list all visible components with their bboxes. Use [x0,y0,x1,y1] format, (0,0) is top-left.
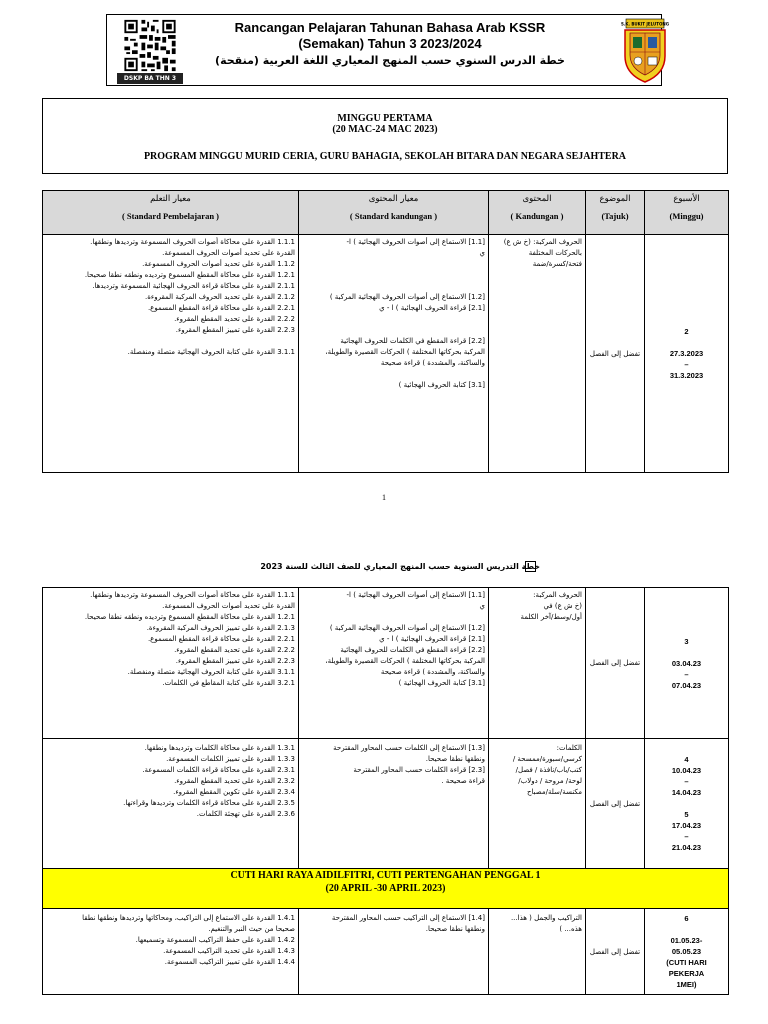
week-dates: (20 MAC-24 MAC 2023) [332,124,438,135]
title-arabic: خطة الدرس السنوي حسب المنهج المعياري اللغة العربية (منقحة) [215,54,565,67]
content-standard-cell: [1.4] الاستماع إلى التراكيب حسب المحاور المقترحة ونطقها نطقا صحيحا. [299,909,489,995]
learning-standard-cell: 1.4.1 القدرة على الاستماع إلى التراكيب، ومحاكاتها وترديدها ونطقها نطقا صحيحا من حيث النبر والتنغيم. 1.4.2 القدرة على حفظ التراكيب المسموعة وتسميعها. 1.4.3 القدرة على تحديد التراكيب المسموعة. 1.4.4 القدرة على تمييز التراكيب المسموعة. [43,909,299,995]
header-topic: الموضوع (Tajuk) [586,191,645,235]
table-row [43,588,729,739]
learning-standard-cell: 1.3.1 القدرة على محاكاة الكلمات وترديدها ونطقها. 1.3.3 القدرة على تمييز الكلمات المسموعة. 2.3.1 القدرة على محاكاة قراءة الكلمات المسموعة. 2.3.2 القدرة على تحديد المقطع المقروء. 2.3.4 القدرة على تكوين المقطع المقروء. 2.3.5 القدرة على محاكاة قراءة الكلمات وترديدها وقراءتها. 2.3.6 القدرة على تهجئة الكلمات. [43,739,299,869]
header-learning-standard: معيار التعلم ( Standard Pembelajaran ) [43,191,299,235]
title-line-1: Rancangan Pelajaran Tahunan Bahasa Arab KSSR [234,20,546,35]
learning-standard-cell: 1.1.1 القدرة على محاكاة أصوات الحروف المسموعة وترديدها ونطقها. القدرة على تحديد أصوات الحروف المسموعة. 1.1.2 القدرة على تحديد أصوات الحروف المسموعة. 1.2.1 القدرة على محاكاة المقطع المسموع وترديده ونطقه نطقا صحيحا. 2.1.1 القدرة على محاكاة قراءة الحروف الهجائية المسموعة وترديدها. 2.1.2 القدرة على تحديد الحروف المركبة المقروءة. 2.2.1 القدرة على محاكاة قراءة المقطع المسموع. 2.2.2 القدرة على تحديد المقطع المقروء. 2.2.3 القدرة على تمييز المقطع المقروء. 3.1.1 القدرة على كتابة الحروف الهجائية متصلة ومنفصلة. [43,235,299,473]
table-row [43,909,729,995]
qr-code-icon [121,18,179,73]
table-header-row [43,191,729,235]
title-line-2: (Semakan) Tahun 3 2023/2024 [298,36,482,51]
logo-text: S.K. BUKIT JELUTONG [620,21,670,27]
week-cell: 2 27.3.2023 – 31.3.2023 [645,235,729,473]
header-week: الأسبوع (Minggu) [645,191,729,235]
holiday-banner [43,869,729,909]
table-row [43,739,729,869]
document-title [190,20,590,52]
content-cell: التراكيب والجمل ( هذا... هذه... ) [489,909,586,995]
content-cell: الحروف المركبة: (خ ش ع) بالحركات المختلفة فتحة/كسرة/ضمة [489,235,586,473]
learning-standard-cell: 1.1.1 القدرة على محاكاة أصوات الحروف المسموعة وترديدها ونطقها. القدرة على تحديد أصوات الحروف المسموعة. 1.2.1 القدرة على محاكاة المقطع المسموع وترديده ونطقه نطقا صحيحا. 2.1.3 القدرة على تمييز الحروف المركبة المقروءة. 2.2.1 القدرة على محاكاة قراءة المقطع المسموع. 2.2.2 القدرة على تحديد المقطع المقروء. 2.2.3 القدرة على تمييز المقطع المقروء. 3.1.1 القدرة على كتابة الحروف الهجائية متصلة ومنفصلة. 3.2.1 القدرة على كتابة المقاطع في الكلمات. [43,588,299,739]
topic-cell: تفضل إلى الفصل [586,588,645,739]
week-program: PROGRAM MINGGU MURID CERIA, GURU BAHAGIA, SEKOLAH BITARA DAN NEGARA SEJAHTERA [143,151,627,162]
plan-table-2 [42,587,729,995]
header-content: المحتوى ( Kandungan ) [489,191,586,235]
holiday-title: CUTI HARI RAYA AIDILFITRI, CUTI PERTENGAHAN PENGGAL 1 [230,870,541,881]
content-cell: الكلمات: كرسي/سبورة/ممسحة / كتب/باب/نافذة / فصل/ لوحة/ مروحة / دولاب/ مكنسة/سلة/مصباح [489,739,586,869]
topic-cell: تفضل إلى الفصل [586,235,645,473]
page-number: 1 [382,493,386,502]
qr-caption: DSKP BA THN 3 [117,73,183,84]
content-standard-cell: [1.1] الاستماع إلى أصوات الحروف الهجائية ) ا- ي [1.2] الاستماع إلى أصوات الحروف الهجائية المركبة ) [2.1] قراءة الحروف الهجائية ) ا - ي [2.2] قراءة المقطع في الكلمات للحروف الهجائية المركبة بحركاتها المختلفة ) الحركات القصيرة والطويلة، والساكنة، والمشددة ) قراءة صحيحة [3.1] كتابة الحروف الهجائية ) [299,235,489,473]
table2-caption: خطة التدريس السنوية حسب المنهج المعياري للصف الثالث للسنة 2023 [260,562,540,571]
school-crest-logo [620,18,670,84]
content-standard-cell: [1.3] الاستماع إلى الكلمات حسب المحاور المقترحة ونطقها نطقا صحيحا. [2.3] قراءة الكلمات حسب المحاور المقترحة قراءة صحيحة . [299,739,489,869]
topic-cell: تفضل إلى الفصل [586,739,645,869]
week-cell: 6 01.05.23- 05.05.23 (CUTI HARI PEKERJA 1MEI) [645,909,729,995]
content-standard-cell: [1.1] الاستماع إلى أصوات الحروف الهجائية ) ا- ي [1.2] الاستماع إلى أصوات الحروف الهجائية المركبة ) [2.1] قراءة الحروف الهجائية ) ا - ي [2.2] قراءة المقطع في الكلمات للحروف الهجائية المركبة بحركاتها المختلفة ) الحركات القصيرة والطويلة، والساكنة، والمشددة ) قراءة صحيحة [3.1] كتابة الحروف الهجائية ) [299,588,489,739]
week-cell: 3 03.04.23 – 07.04.23 [645,588,729,739]
holiday-dates: (20 APRIL -30 APRIL 2023) [325,883,446,894]
content-cell: الحروف المركبة: (خ ش ع) في أول/وسط/آخر الكلمة [489,588,586,739]
holiday-row [43,869,729,909]
header-content-standard: معيار المحتوى ( Standard kandungan ) [299,191,489,235]
plan-table-1 [42,190,729,473]
topic-cell: تفضل إلى الفصل [586,909,645,995]
week-one-box [42,98,728,174]
week-cell: 4 10.04.23 – 14.04.23 5 17.04.23 – 21.04.23 [645,739,729,869]
week-title: MINGGU PERTAMA [337,113,433,124]
table-row [43,235,729,473]
